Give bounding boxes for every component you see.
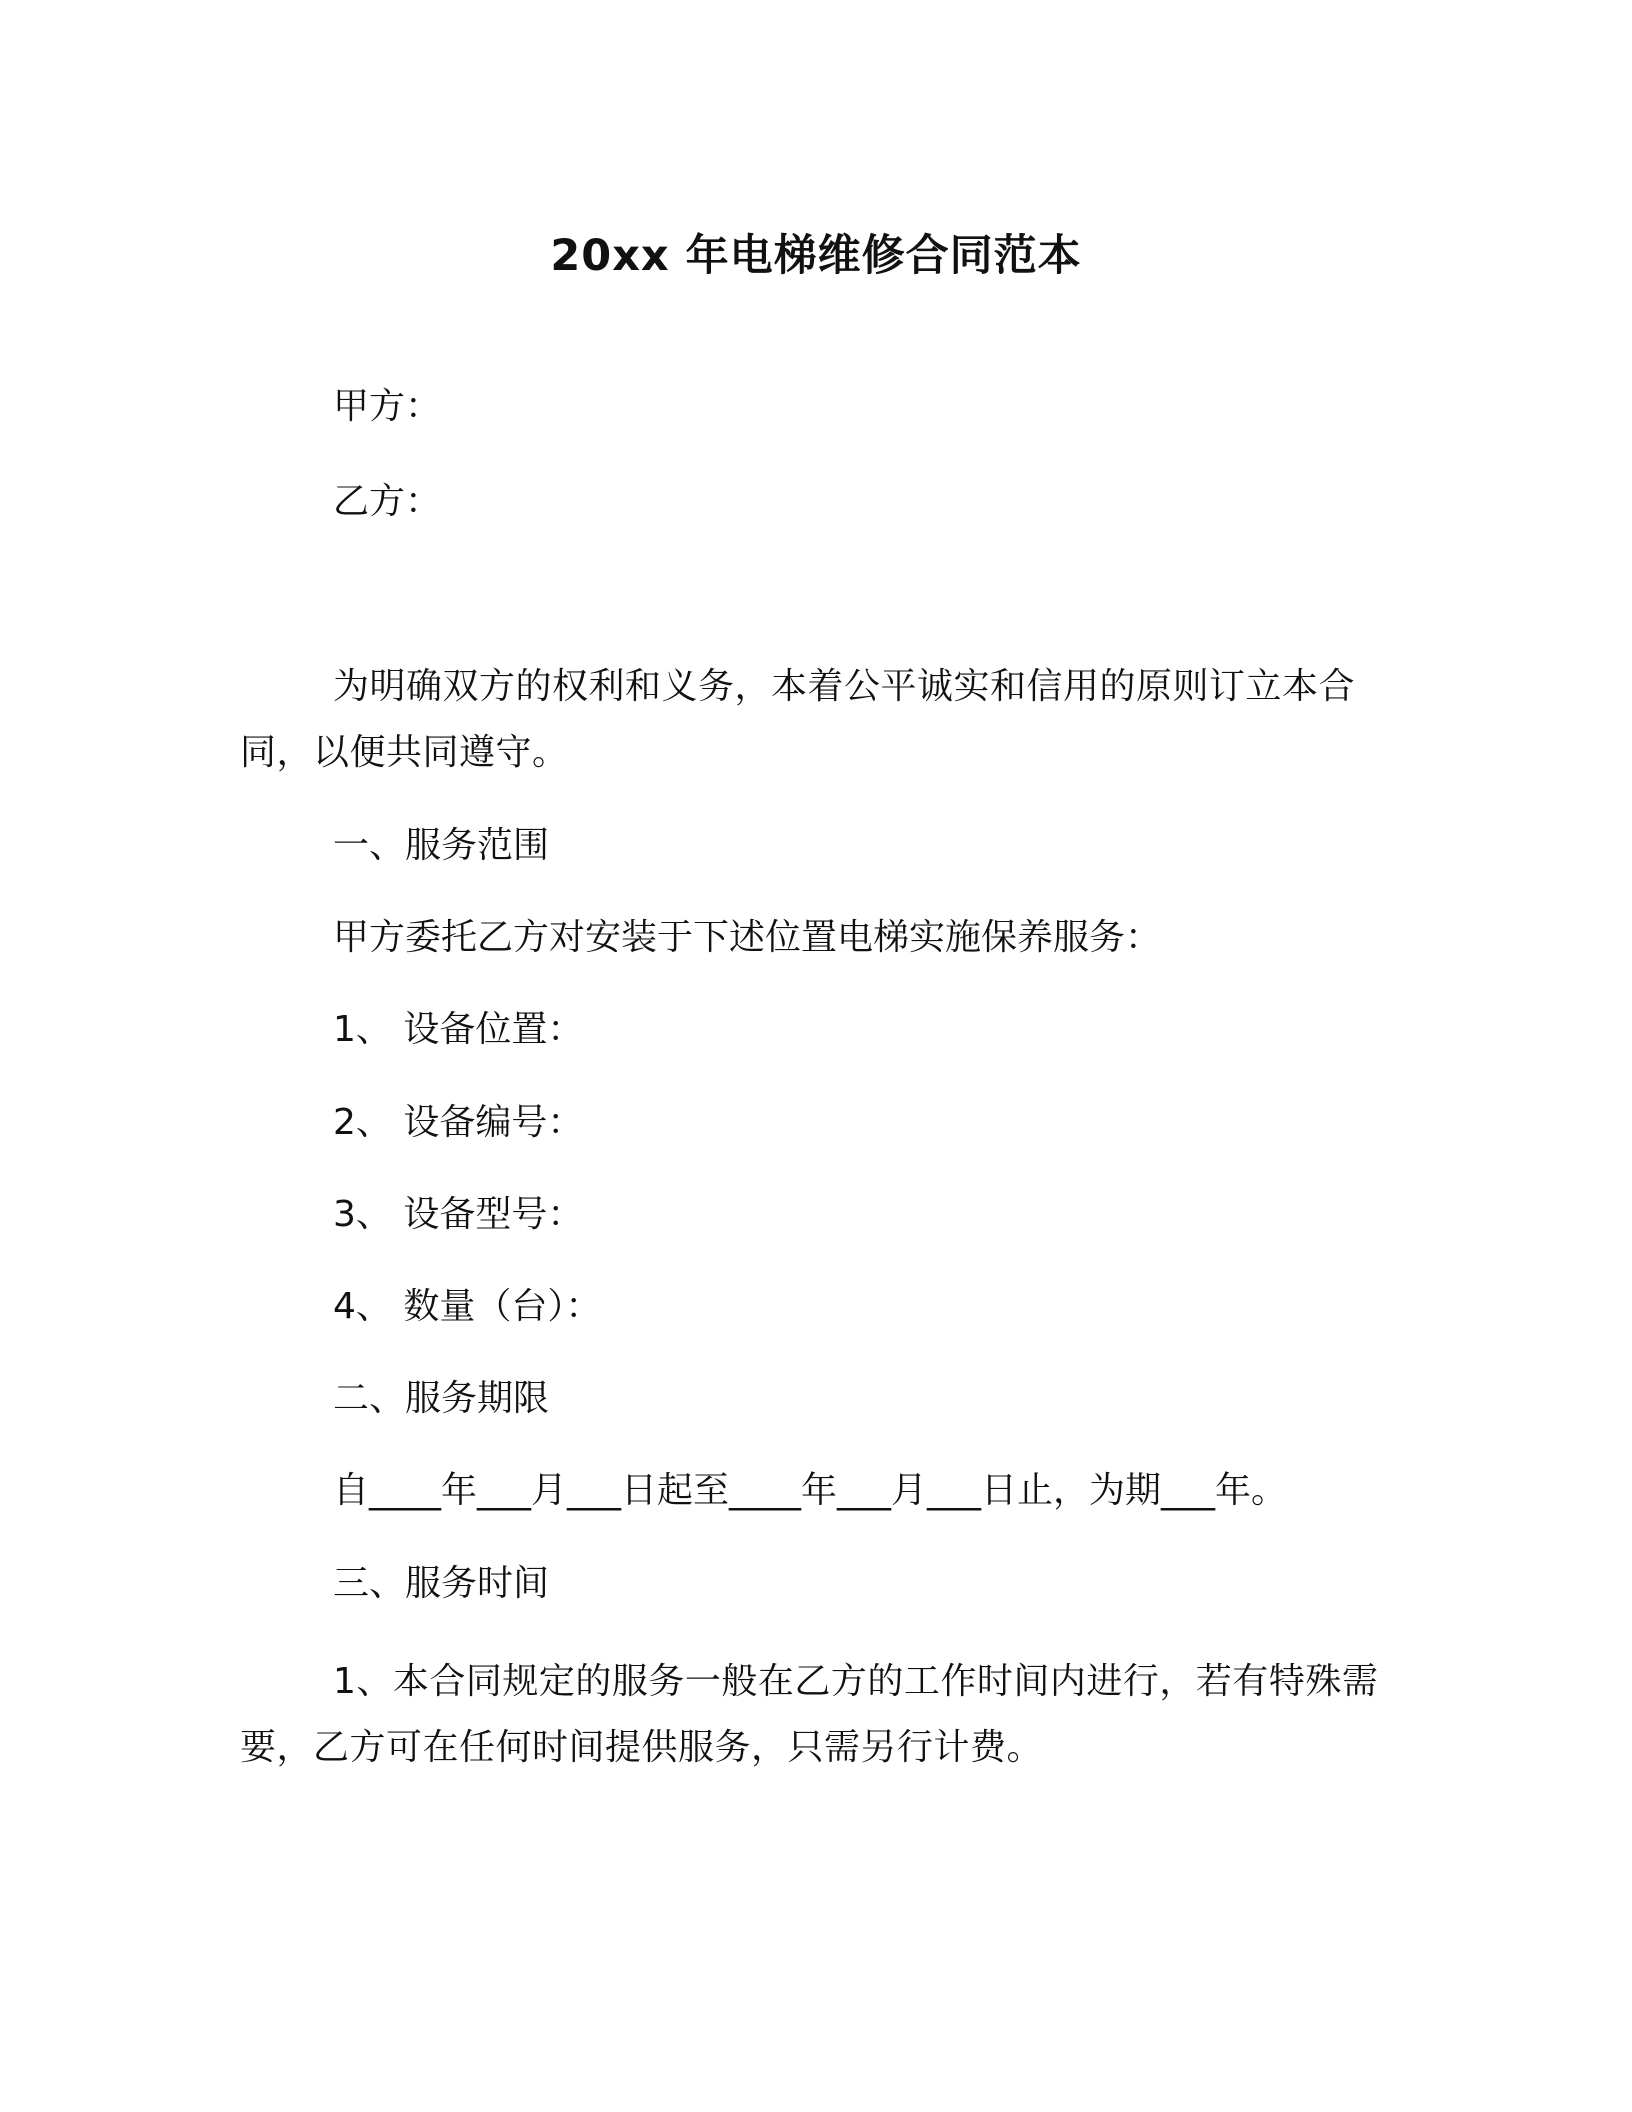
section1-heading: 一、服务范围: [333, 825, 550, 866]
party-a-label: 甲方：: [333, 386, 442, 427]
section2-heading: 二、服务期限: [333, 1378, 550, 1419]
intro-paragraph: 为明确双方的权利和义务，本着公平诚实和信用的原则订立本合同，以便共同遵守。: [240, 666, 1356, 773]
section3-heading: 三、服务时间: [333, 1563, 550, 1604]
section1-item-model: 3、 设备型号：: [333, 1194, 584, 1235]
party-b-label: 乙方：: [333, 481, 442, 522]
section2-text: 自____年___月___日起至____年___月___日止，为期___年。: [333, 1470, 1288, 1511]
section1-item-number: 2、 设备编号：: [333, 1102, 584, 1143]
document-title: 20xx 年电梯维修合同范本: [550, 231, 1082, 281]
section1-item-quantity: 4、 数量（台）：: [333, 1286, 602, 1327]
section3-item1-paragraph: 1、本合同规定的服务一般在乙方的工作时间内进行，若有特殊需要，乙方可在任何时间提供服务，只需另行计费。: [240, 1661, 1379, 1768]
section1-text: 甲方委托乙方对安装于下述位置电梯实施保养服务：: [333, 917, 1162, 958]
section1-item-location: 1、 设备位置：: [333, 1009, 584, 1050]
